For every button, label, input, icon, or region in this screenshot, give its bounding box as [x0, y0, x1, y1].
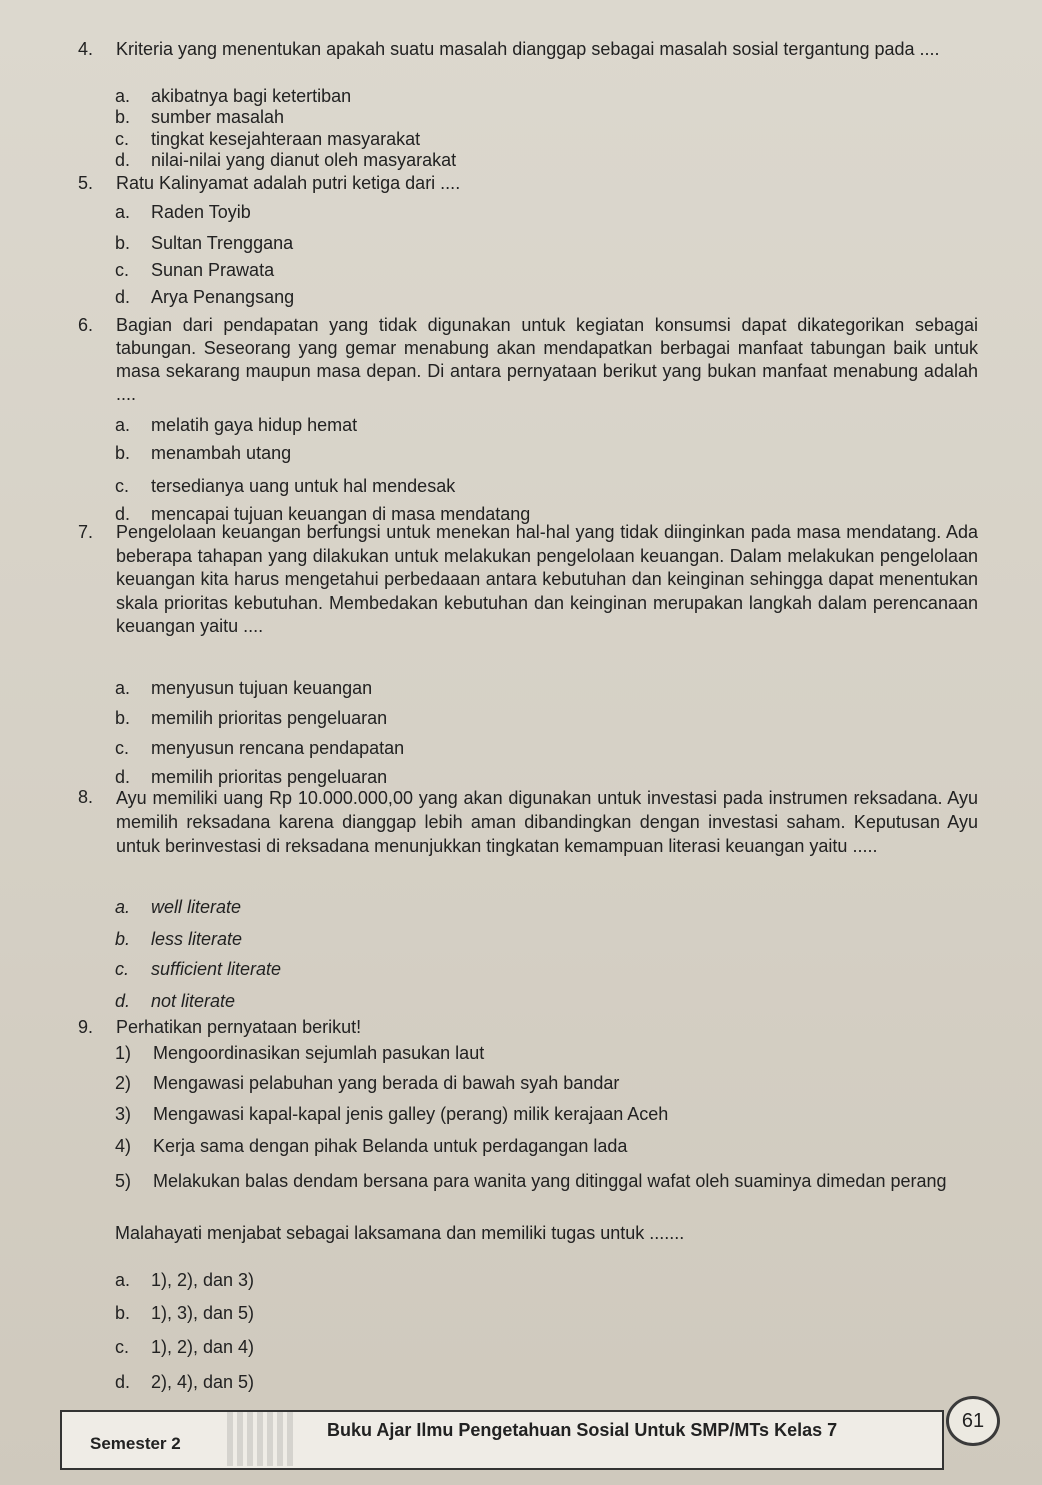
option-8c — [115, 958, 281, 980]
option-9d — [115, 1371, 254, 1393]
question-4 — [78, 38, 978, 61]
option-label: c. — [115, 959, 130, 979]
option-label: d. — [115, 150, 131, 170]
option-label: c. — [115, 476, 130, 496]
option-9a — [115, 1269, 254, 1291]
option-text: 2), 4), dan 5) — [151, 1372, 255, 1392]
option-label: b. — [115, 233, 131, 253]
question-number: 6. — [78, 315, 94, 335]
question-8 — [78, 786, 978, 858]
option-text: menyusun tujuan keuangan — [151, 678, 373, 698]
statement-label: 3) — [115, 1104, 132, 1124]
question-5 — [78, 172, 978, 195]
option-label: b. — [115, 929, 131, 949]
question-stem: Bagian dari pendapatan yang tidak digunakan untuk kegiatan konsumsi dapat dikategorikan sebagai tabungan. Seseorang yang gemar menabung akan mendapatkan berbagai manfaat tabungan baik untuk masa sekarang maupun masa depan. Di antara pernyataan berikut yang bukan manfaat menabung adalah .... — [116, 315, 978, 404]
question-stem: Ayu memiliki uang Rp 10.000.000,00 yang akan digunakan untuk investasi pada instrumen reksadana. Ayu memilih reksadana karena dianggap lebih aman dibandingkan dengan investasi saham. Keputusan Ayu untuk berinvestasi di reksadana menunjukkan tingkatan kemampuan literasi keuangan yaitu ..... — [116, 788, 978, 856]
option-5a — [115, 201, 251, 223]
option-label: a. — [115, 86, 131, 106]
option-text: sufficient literate — [151, 959, 282, 979]
option-text: nilai-nilai yang dianut oleh masyarakat — [151, 150, 457, 170]
option-label: a. — [115, 678, 131, 698]
option-label: b. — [115, 107, 131, 127]
option-text: Raden Toyib — [151, 202, 251, 222]
option-4a — [115, 85, 351, 107]
option-text: melatih gaya hidup hemat — [151, 415, 358, 435]
question-number: 9. — [78, 1017, 94, 1037]
option-8a — [115, 896, 241, 918]
option-text: akibatnya bagi ketertiban — [151, 86, 352, 106]
statement-1 — [115, 1042, 975, 1065]
question-9-prompt — [115, 1222, 975, 1245]
statement-text: Kerja sama dengan pihak Belanda untuk perdagangan lada — [153, 1136, 628, 1156]
option-label: d. — [115, 991, 131, 1011]
option-label: b. — [115, 708, 131, 728]
option-7b — [115, 707, 387, 729]
question-9 — [78, 1016, 978, 1039]
option-text: Sunan Prawata — [151, 260, 275, 280]
question-number: 8. — [78, 787, 94, 807]
option-4b — [115, 106, 284, 128]
option-label: d. — [115, 1372, 131, 1392]
question-number: 7. — [78, 522, 94, 542]
page-number: 61 — [946, 1396, 1000, 1446]
option-label: b. — [115, 443, 131, 463]
statement-2 — [115, 1072, 975, 1095]
option-6c — [115, 475, 455, 497]
question-stem: Ratu Kalinyamat adalah putri ketiga dari .... — [116, 173, 461, 193]
option-text: memilih prioritas pengeluaran — [151, 708, 388, 728]
footer-decoration — [227, 1412, 297, 1466]
option-text: menyusun rencana pendapatan — [151, 738, 405, 758]
option-9c — [115, 1336, 254, 1358]
option-label: c. — [115, 260, 130, 280]
option-4d — [115, 149, 456, 171]
option-5d — [115, 286, 294, 308]
option-text: mencapai tujuan keuangan di masa mendatang — [151, 504, 531, 524]
option-label: d. — [115, 504, 131, 524]
question-prompt: Malahayati menjabat sebagai laksamana dan memiliki tugas untuk ....... — [115, 1223, 685, 1243]
option-label: a. — [115, 415, 131, 435]
statement-5 — [115, 1166, 975, 1197]
question-stem: Pengelolaan keuangan berfungsi untuk menekan hal-hal yang tidak diinginkan pada masa mendatang. Ada beberapa tahapan yang dilakukan untuk melakukan pengelolaan keuangan. Dalam melakukan pengelolaan keuangan kita harus mengetahui perbedaaan antara kebutuhan dan keinginan sehingga dapat menentukan skala prioritas kebutuhan. Membedakan kebutuhan dan keinginan merupakan langkah dalam perencanaan keuangan yaitu .... — [116, 522, 978, 636]
option-7a — [115, 677, 372, 699]
statement-text: Mengoordinasikan sejumlah pasukan laut — [153, 1043, 485, 1063]
option-text: Sultan Trenggana — [151, 233, 294, 253]
option-5c — [115, 259, 274, 281]
statement-label: 4) — [115, 1136, 132, 1156]
statement-text: Mengawasi kapal-kapal jenis galley (perang) milik kerajaan Aceh — [153, 1104, 669, 1124]
option-text: memilih prioritas pengeluaran — [151, 767, 388, 787]
option-text: 1), 3), dan 5) — [151, 1303, 255, 1323]
question-stem: Perhatikan pernyataan berikut! — [116, 1017, 362, 1037]
option-8b — [115, 928, 242, 950]
option-label: b. — [115, 1303, 131, 1323]
statement-3 — [115, 1103, 975, 1126]
statement-label: 5) — [115, 1171, 132, 1191]
option-text: 1), 2), dan 4) — [151, 1337, 255, 1357]
option-6b — [115, 442, 291, 464]
option-text: 1), 2), dan 3) — [151, 1270, 255, 1290]
option-label: a. — [115, 897, 131, 917]
question-7 — [78, 521, 978, 639]
question-number: 4. — [78, 39, 94, 59]
option-6a — [115, 414, 357, 436]
page-footer — [60, 1410, 944, 1470]
statement-label: 2) — [115, 1073, 132, 1093]
statement-4 — [115, 1135, 975, 1158]
option-text: not literate — [151, 991, 236, 1011]
book-title: Buku Ajar Ilmu Pengetahuan Sosial Untuk SMP/MTs Kelas 7 — [327, 1420, 838, 1440]
option-text: sumber masalah — [151, 107, 285, 127]
option-label: d. — [115, 287, 131, 307]
option-label: c. — [115, 738, 130, 758]
option-text: tingkat kesejahteraan masyarakat — [151, 129, 421, 149]
option-text: well literate — [151, 897, 242, 917]
option-text: tersedianya uang untuk hal mendesak — [151, 476, 456, 496]
option-7c — [115, 737, 404, 759]
question-6 — [78, 314, 978, 406]
option-label: a. — [115, 1270, 131, 1290]
option-label: c. — [115, 1337, 130, 1357]
option-9b — [115, 1302, 254, 1324]
option-7d — [115, 766, 387, 788]
option-8d — [115, 990, 235, 1012]
option-text: Arya Penangsang — [151, 287, 295, 307]
semester-label: Semester 2 — [90, 1434, 181, 1453]
statement-text: Melakukan balas dendam bersana para wanita yang ditinggal wafat oleh suaminya dimedan perang — [153, 1171, 947, 1191]
option-label: c. — [115, 129, 130, 149]
option-label: a. — [115, 202, 131, 222]
option-5b — [115, 232, 293, 254]
question-stem: Kriteria yang menentukan apakah suatu masalah dianggap sebagai masalah sosial tergantung pada .... — [116, 39, 940, 59]
option-label: d. — [115, 767, 131, 787]
option-text: menambah utang — [151, 443, 292, 463]
statement-label: 1) — [115, 1043, 132, 1063]
question-number: 5. — [78, 173, 94, 193]
option-4c — [115, 128, 420, 150]
statement-text: Mengawasi pelabuhan yang berada di bawah syah bandar — [153, 1073, 620, 1093]
option-text: less literate — [151, 929, 243, 949]
